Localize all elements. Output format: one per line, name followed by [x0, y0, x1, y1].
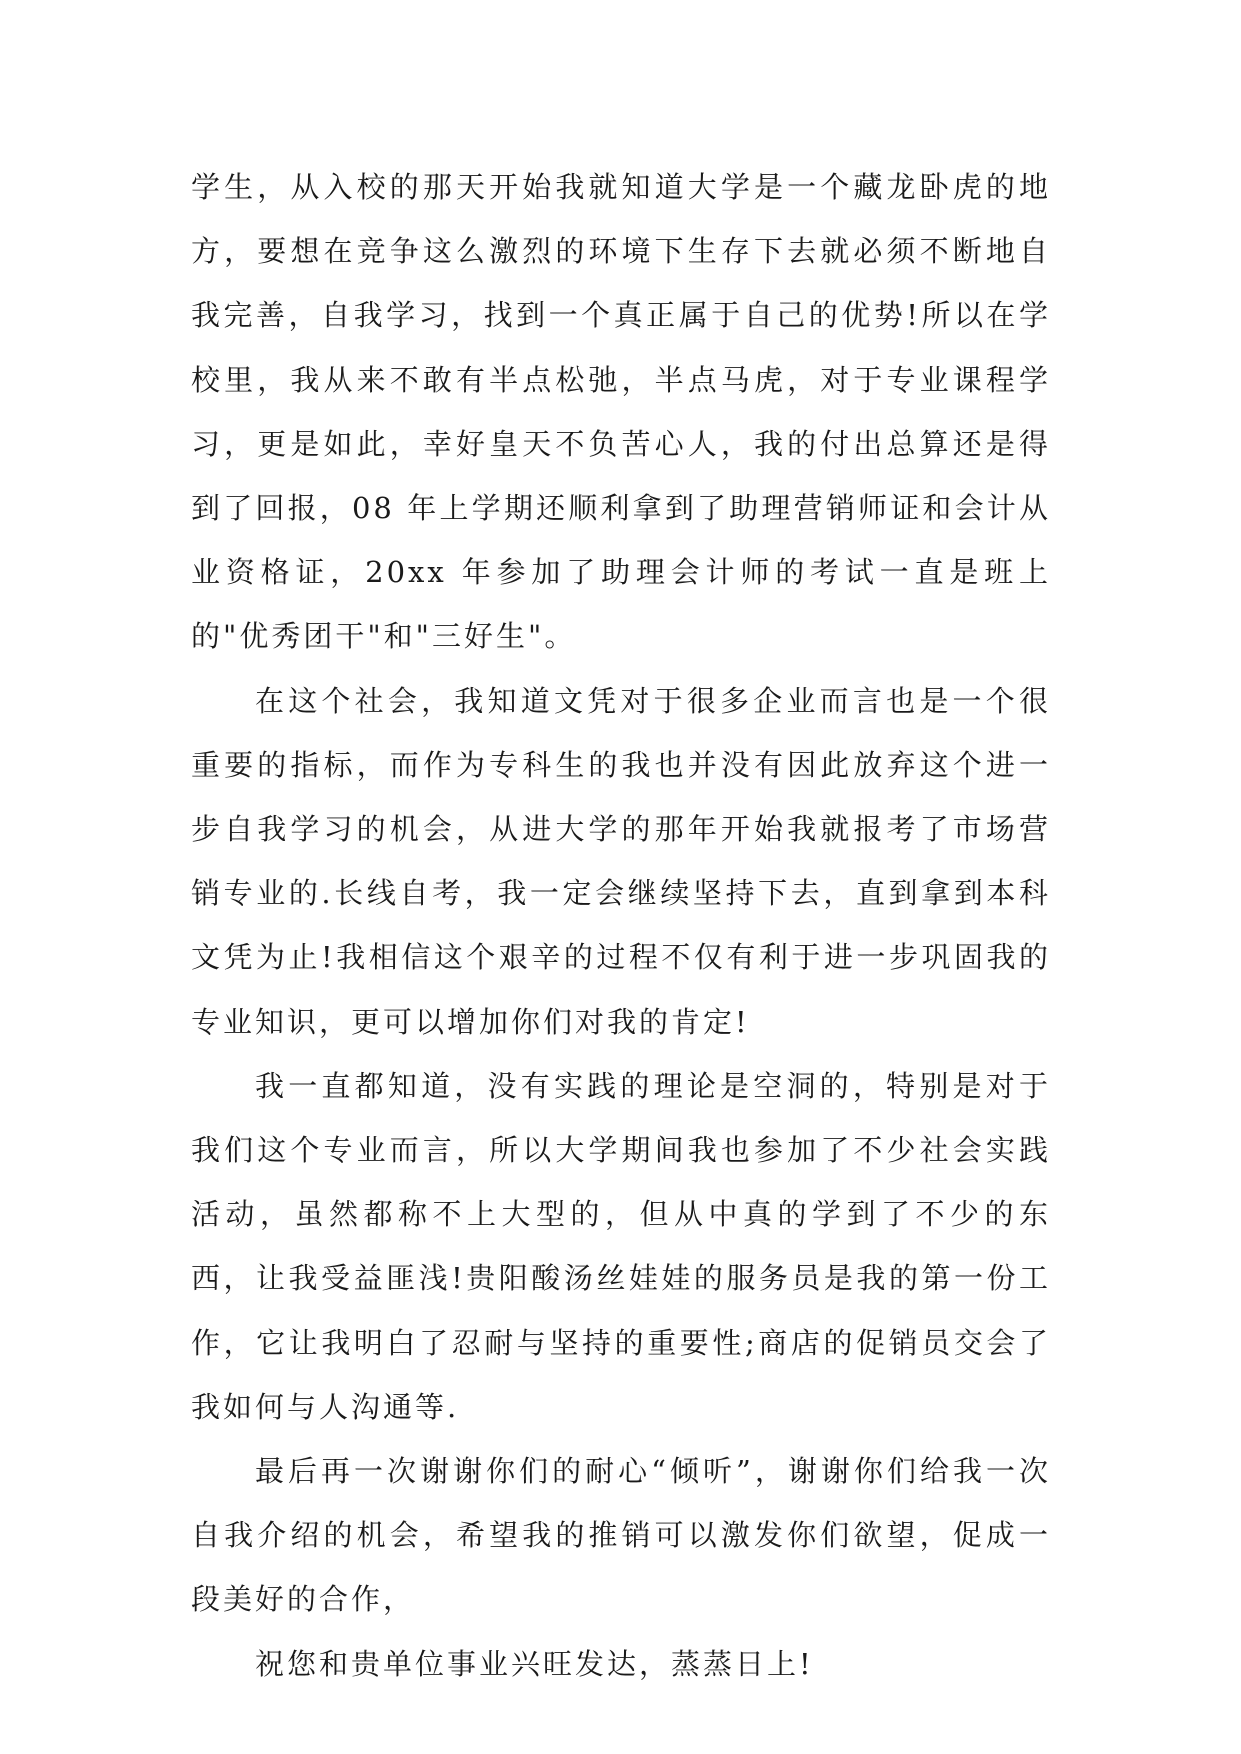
- paragraph-1: 学生，从入校的那天开始我就知道大学是一个藏龙卧虎的地方，要想在竞争这么激烈的环境下生存下去就必须不断地自我完善，自我学习，找到一个真正属于自己的优势!所以在学校里，我从来不敢有半点松弛，半点马虎，对于专业课程学习，更是如此，幸好皇天不负苦心人，我的付出总算还是得到了回报，08 年上学期还顺利拿到了助理营销师证和会计从业资格证，20xx 年参加了助理会计师的考试一直是班上的"优秀团干"和"三好生"。: [191, 170, 1051, 654]
- document-body: [191, 155, 1051, 1696]
- paragraph-3: 我一直都知道，没有实践的理论是空洞的，特别是对于我们这个专业而言，所以大学期间我也参加了不少社会实践活动，虽然都称不上大型的，但从中真的学到了不少的东西，让我受益匪浅!贵阳酸汤丝娃娃的服务员是我的第一份工作，它让我明白了忍耐与坚持的重要性;商店的促销员交会了我如何与人沟通等.: [191, 1068, 1051, 1424]
- paragraph-4: 最后再一次谢谢你们的耐心“倾听”，谢谢你们给我一次自我介绍的机会，希望我的推销可以激发你们欲望，促成一段美好的合作，: [191, 1454, 1051, 1617]
- paragraph-2: 在这个社会，我知道文凭对于很多企业而言也是一个很重要的指标，而作为专科生的我也并没有因此放弃这个进一步自我学习的机会，从进大学的那年开始我就报考了市场营销专业的.长线自考，我一定会继续坚持下去，直到拿到本科文凭为止!我相信这个艰辛的过程不仅有利于进一步巩固我的专业知识，更可以增加你们对我的肯定!: [191, 683, 1051, 1039]
- paragraph-5: 祝您和贵单位事业兴旺发达，蒸蒸日上!: [255, 1646, 814, 1681]
